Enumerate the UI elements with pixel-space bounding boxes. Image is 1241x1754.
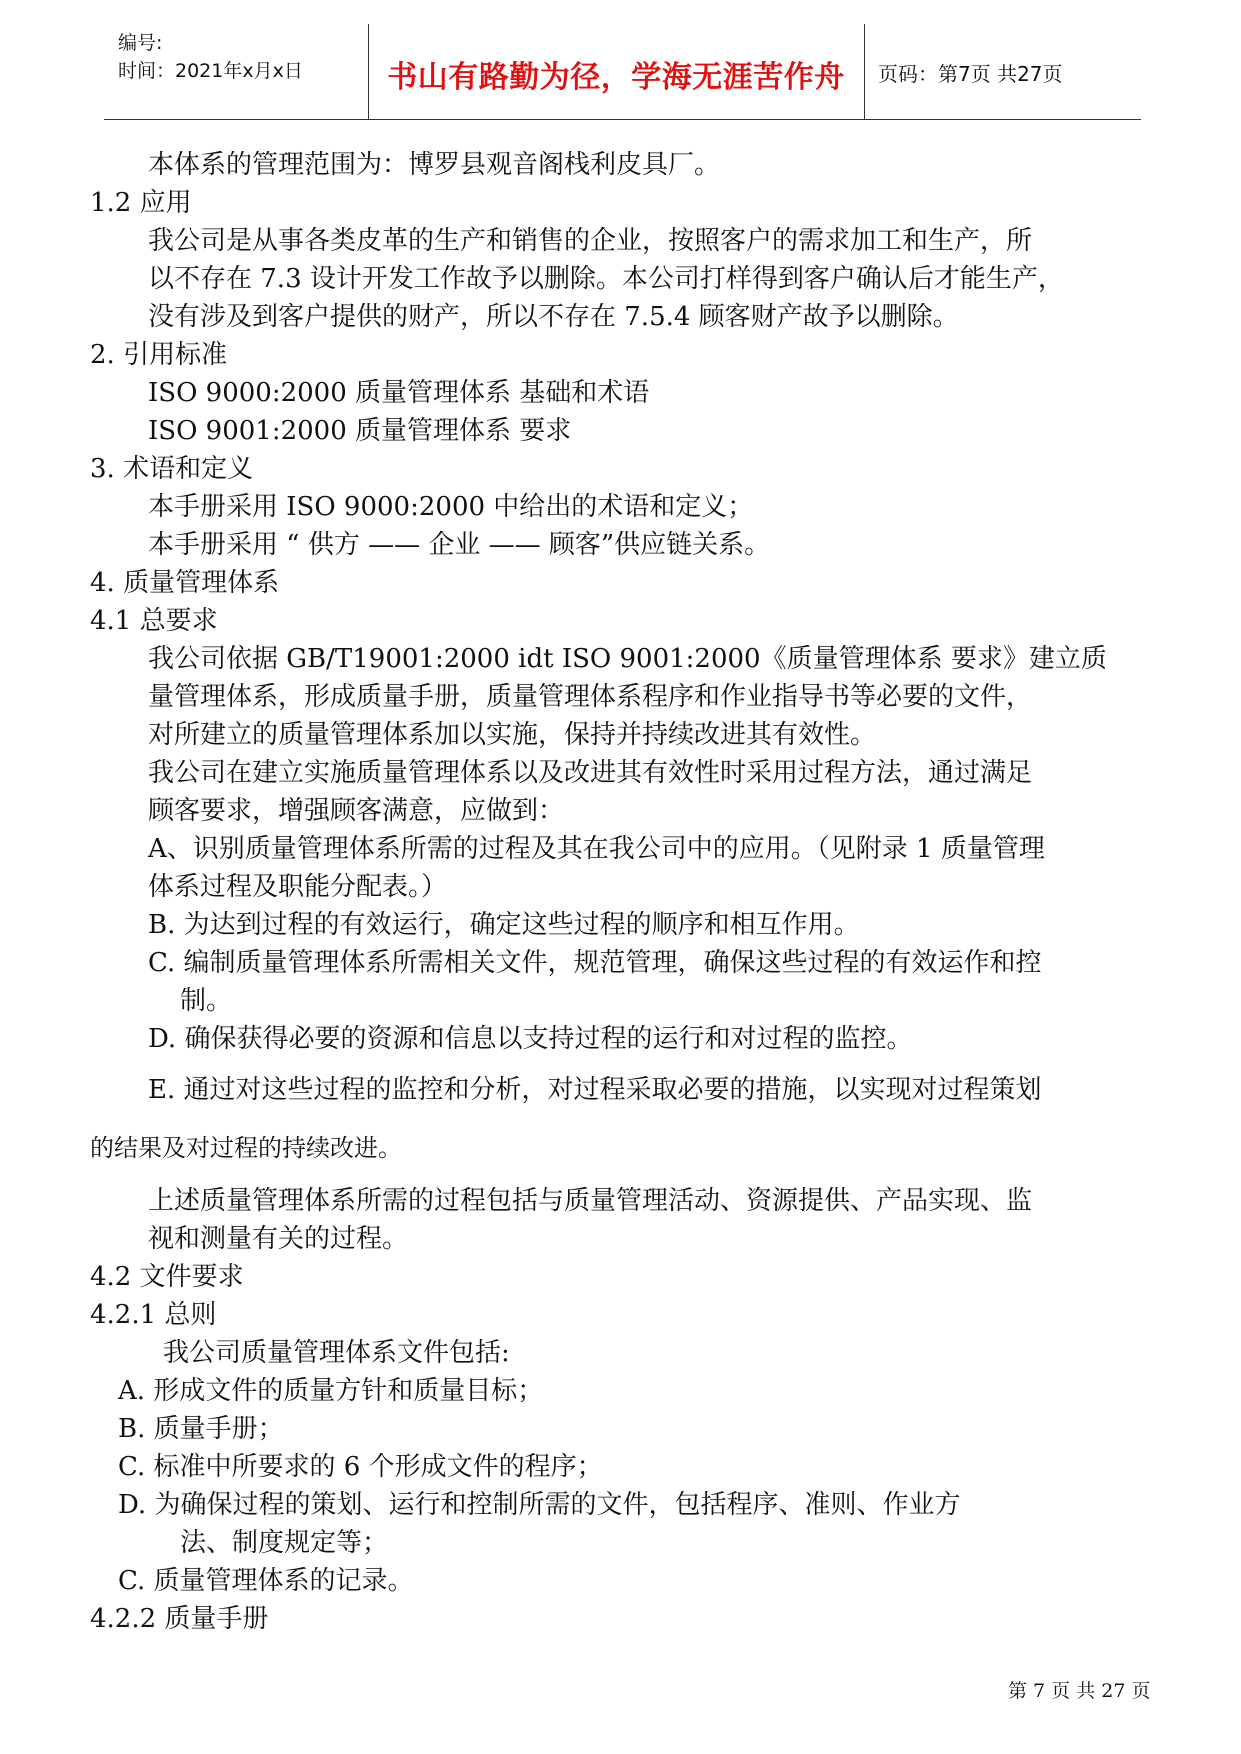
page-footer: 第 7 页 共 27 页 — [1008, 1680, 1151, 1702]
body-line: 量管理体系，形成质量手册，质量管理体系程序和作业指导书等必要的文件， — [148, 682, 1033, 712]
body-line: ISO 9000:2000 质量管理体系 基础和术语 — [148, 378, 650, 408]
header-right-cell — [864, 24, 1141, 119]
body-line: 没有涉及到客户提供的财产，所以不存在 7.5.4 顾客财产故予以删除。 — [148, 302, 959, 332]
section-heading: 4.2 文件要求 — [90, 1262, 244, 1292]
page-header — [104, 24, 1141, 120]
header-page-indicator: 页码：第7页 共27页 — [878, 62, 1063, 86]
list-item-continuation: 法、制度规定等； — [180, 1528, 389, 1558]
list-item: A、识别质量管理体系所需的过程及其在我公司中的应用。（见附录 1 质量管理 — [148, 834, 1045, 864]
body-line: 本手册采用 “ 供方 —— 企业 —— 顾客”供应链关系。 — [148, 530, 771, 560]
list-item: C. 编制质量管理体系所需相关文件，规范管理，确保这些过程的有效运作和控 — [148, 948, 1042, 978]
list-item: D. 确保获得必要的资源和信息以支持过程的运行和对过程的监控。 — [148, 1024, 913, 1054]
document-time-label: 时间：2021年x月x日 — [118, 60, 303, 82]
list-item: C. 标准中所要求的 6 个形成文件的程序； — [118, 1452, 603, 1482]
body-line: 顾客要求，增强顾客满意，应做到： — [148, 796, 565, 826]
body-line: 我公司是从事各类皮革的生产和销售的企业，按照客户的需求加工和生产，所 — [148, 226, 1033, 256]
body-line: 本手册采用 ISO 9000:2000 中给出的术语和定义； — [148, 492, 754, 522]
list-item: B. 质量手册； — [118, 1414, 284, 1444]
body-line: 以不存在 7.3 设计开发工作故予以删除。本公司打样得到客户确认后才能生产， — [148, 264, 1064, 294]
list-item: A. 形成文件的质量方针和质量目标； — [118, 1376, 544, 1406]
list-item-continuation: 制。 — [180, 986, 233, 1016]
list-item: C. 质量管理体系的记录。 — [118, 1566, 414, 1596]
section-heading: 4. 质量管理体系 — [90, 568, 280, 598]
header-left-cell — [104, 24, 369, 119]
body-line: 上述质量管理体系所需的过程包括与质量管理活动、资源提供、产品实现、监 — [148, 1186, 1033, 1216]
section-heading: 4.2.2 质量手册 — [90, 1604, 269, 1634]
section-heading: 3. 术语和定义 — [90, 454, 254, 484]
list-item-continuation: 体系过程及职能分配表。） — [148, 872, 448, 902]
body-line: 我公司在建立实施质量管理体系以及改进其有效性时采用过程方法，通过满足 — [148, 758, 1033, 788]
list-item: D. 为确保过程的策划、运行和控制所需的文件，包括程序、准则、作业方 — [118, 1490, 961, 1520]
body-line: 本体系的管理范围为：博罗县观音阁栈利皮具厂。 — [148, 150, 721, 180]
body-line: 对所建立的质量管理体系加以实施，保持并持续改进其有效性。 — [148, 720, 877, 750]
section-heading: 4.1 总要求 — [90, 606, 218, 636]
body-line: 我公司质量管理体系文件包括: — [163, 1338, 510, 1368]
body-line: 我公司依据 GB/T19001:2000 idt ISO 9001:2000《质量管理体系 要求》建立质 — [148, 644, 1107, 674]
body-line: ISO 9001:2000 质量管理体系 要求 — [148, 416, 572, 446]
section-heading: 2. 引用标准 — [90, 340, 228, 370]
list-item: B. 为达到过程的有效运行，确定这些过程的顺序和相互作用。 — [148, 910, 860, 940]
body-line: 视和测量有关的过程。 — [148, 1224, 409, 1254]
document-number-label: 编号: — [118, 32, 163, 54]
header-middle-cell — [368, 24, 865, 119]
section-heading: 1.2 应用 — [90, 188, 192, 218]
section-heading: 4.2.1 总则 — [90, 1300, 217, 1330]
list-item-continuation: 的结果及对过程的持续改进。 — [90, 1134, 402, 1162]
header-motto: 书山有路勤为径，学海无涯苦作舟 — [387, 60, 845, 95]
list-item: E. 通过对这些过程的监控和分析，对过程采取必要的措施，以实现对过程策划 — [148, 1075, 1042, 1105]
